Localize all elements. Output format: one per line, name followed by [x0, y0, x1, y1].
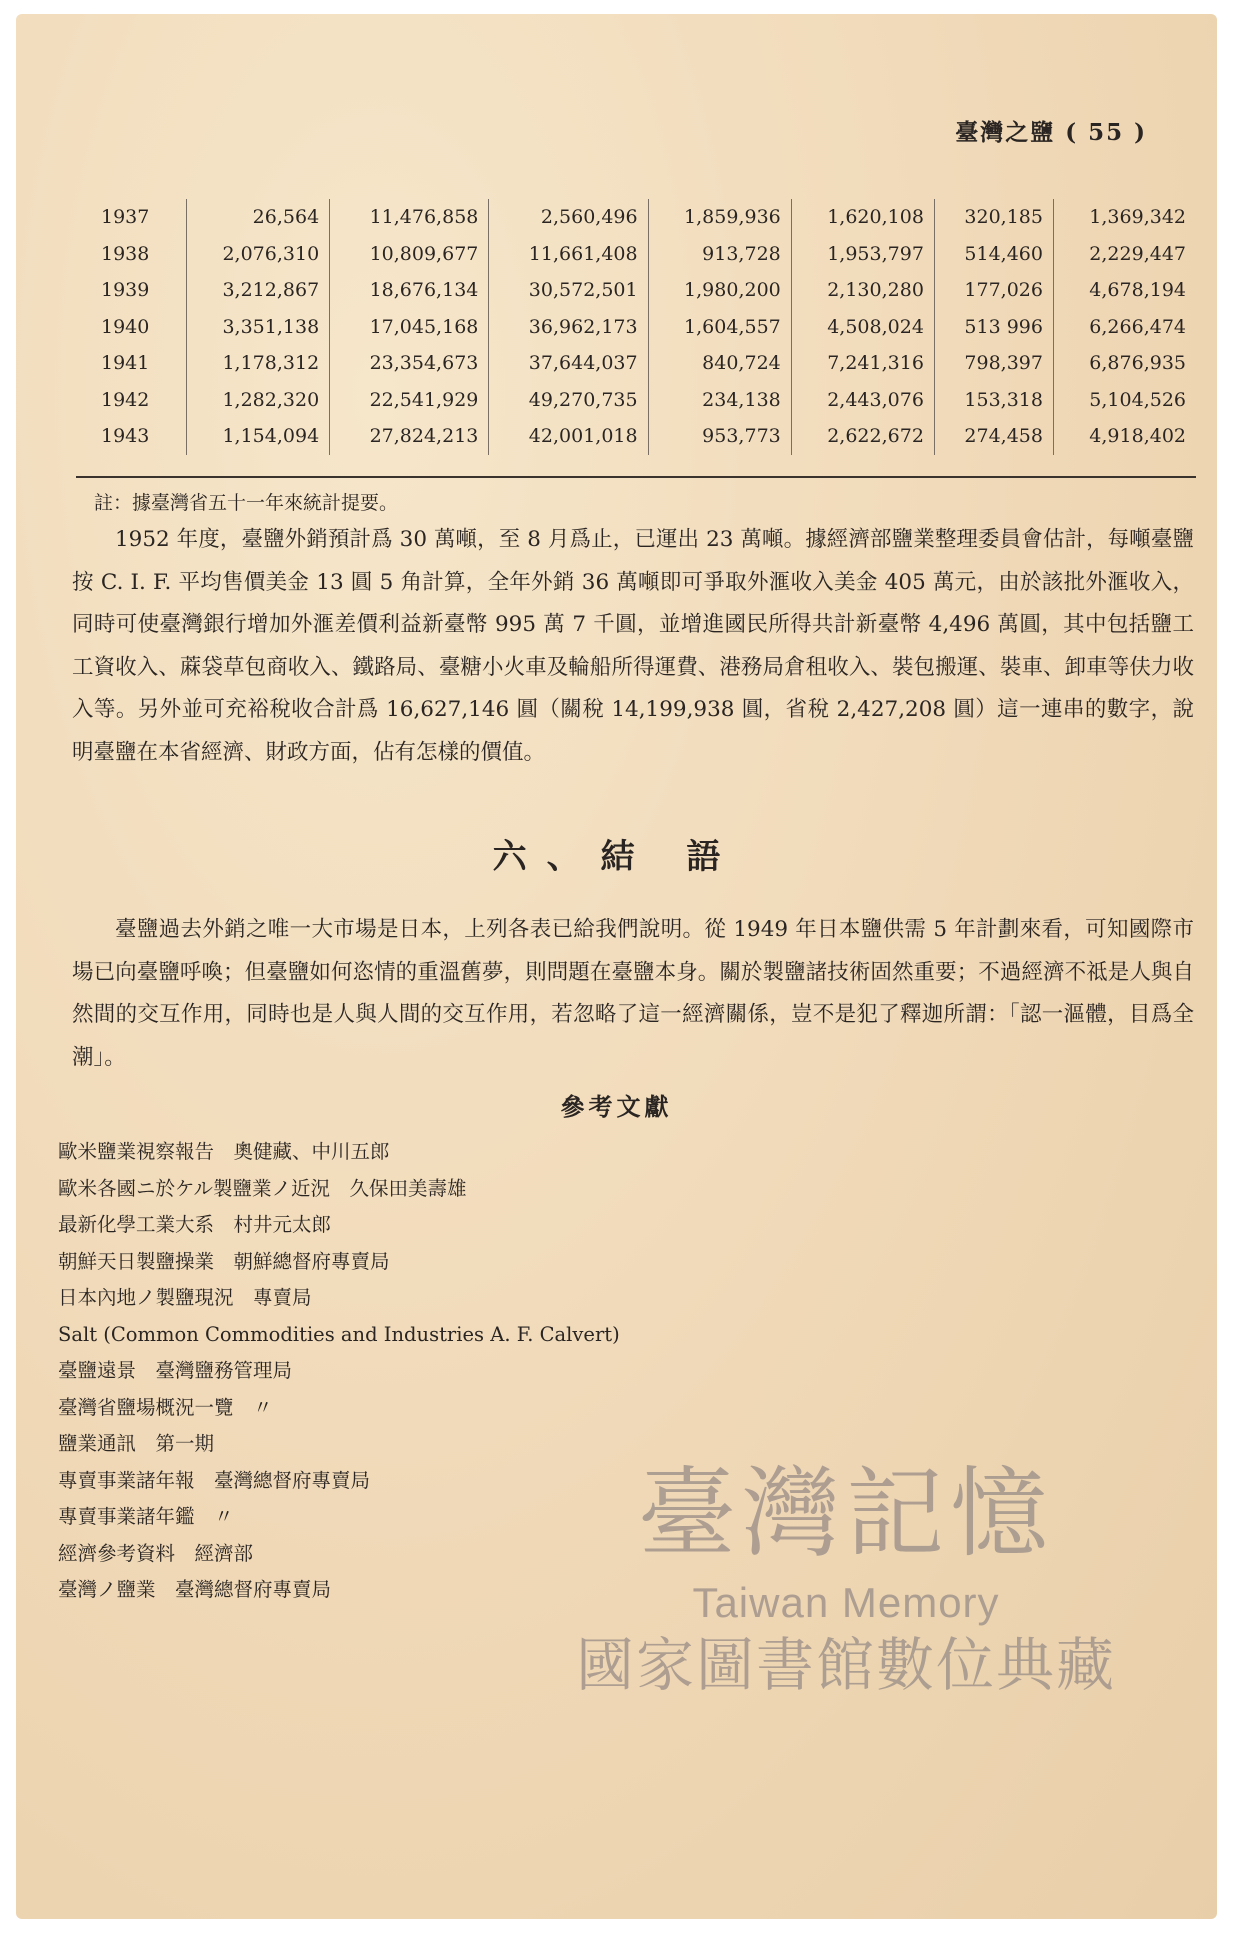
table-cell: 513 996: [934, 309, 1053, 346]
year-cell: 1937: [101, 206, 150, 229]
table-row: [81, 418, 1196, 455]
table-cell: 2,560,496: [489, 199, 648, 236]
watermark-chinese: 臺灣記憶: [637, 1457, 1054, 1571]
table-cell: 1,282,320: [187, 382, 330, 419]
statistics-table: [81, 199, 1196, 455]
table-cell: 36,962,173: [489, 309, 648, 346]
watermark-english: Taiwan Memory: [692, 1579, 1000, 1626]
table-cell: 177,026: [934, 272, 1053, 309]
page-header: 臺灣之鹽 ( 55 ): [955, 119, 1147, 146]
reference-item: 專賣事業諸年鑑 〃: [58, 1505, 234, 1528]
reference-item: 臺灣省鹽場概況一覽 〃: [58, 1395, 273, 1419]
year-cell: 1938: [101, 242, 150, 265]
table-cell: 30,572,501: [489, 272, 648, 309]
table-row: [81, 272, 1196, 309]
table-cell: 1,859,936: [648, 199, 791, 236]
table-cell: 2,443,076: [791, 382, 934, 419]
table-cell: 26,564: [187, 199, 330, 236]
table-cell: 514,460: [934, 236, 1053, 273]
table-cell: 11,661,408: [489, 236, 648, 273]
year-cell: 1939: [101, 279, 150, 302]
table-cell: 42,001,018: [489, 418, 648, 455]
reference-item: 最新化學工業大系 村井元太郎: [58, 1213, 332, 1236]
table-cell: 840,724: [648, 345, 791, 382]
reference-item: 臺灣ノ鹽業 臺灣總督府專賣局: [58, 1578, 332, 1601]
table-cell: 2,076,310: [187, 236, 330, 273]
table-cell: 1,604,557: [648, 309, 791, 346]
table-cell: 798,397: [934, 345, 1053, 382]
table-cell: 1,369,342: [1053, 199, 1196, 236]
table-cell: 1,980,200: [648, 272, 791, 309]
table-cell: 23,354,673: [330, 345, 489, 382]
year-cell: 1941: [101, 352, 150, 375]
table-cell: 3,351,138: [187, 309, 330, 346]
table-cell: 6,266,474: [1053, 309, 1196, 346]
reference-item: 朝鮮天日製鹽操業 朝鮮總督府專賣局: [58, 1249, 390, 1273]
table-cell: 153,318: [934, 382, 1053, 419]
paragraph-text: 1952 年度，臺鹽外銷預計爲 30 萬噸，至 8 月爲止，已運出 23 萬噸。據經濟部鹽業整理委員會估計，每噸臺鹽按 C. I. F. 平均售價美金 13 圓 5 角計算，全年外銷 36 萬噸即可爭取外滙收入美金 405 萬元，由於該批外滙收入，同時可使臺灣銀行增加外滙差價利益新臺幣 995 萬 7 千圓，並增進國民所得共計新臺幣 4,496 萬圓，其中包括鹽工工資收入、蔴袋草包商收入、鐵路局、臺糖小火車及輪船所得運費、港務局倉租收入、裝包搬運、裝車、卸車等伕力收入等。另外並可充裕稅收合計爲 16,627,146 圓（關稅 14,199,938 圓，省稅 2,427,208 圓）這一連串的數字，說明臺鹽在本省經濟、財政方面，佔有怎樣的價值。: [72, 527, 1194, 765]
table-cell: 2,130,280: [791, 272, 934, 309]
table-cell: 320,185: [934, 199, 1053, 236]
references-title: 參考文獻: [560, 1092, 673, 1121]
table-cell: 18,676,134: [330, 272, 489, 309]
table-cell: 4,678,194: [1053, 272, 1196, 309]
table-cell: 11,476,858: [330, 199, 489, 236]
reference-item: 歐米鹽業視察報告 奧健藏、中川五郎: [58, 1140, 390, 1163]
table-cell: 5,104,526: [1053, 382, 1196, 419]
table-row: [81, 309, 1196, 346]
table-cell: 4,918,402: [1053, 418, 1196, 455]
year-cell: 1940: [101, 315, 150, 338]
table-cell: 1,154,094: [187, 418, 330, 455]
reference-item: 日本內地ノ製鹽現況 專賣局: [58, 1286, 312, 1309]
table-cell: 3,212,867: [187, 272, 330, 309]
table-cell: 6,876,935: [1053, 345, 1196, 382]
table-cell: 10,809,677: [330, 236, 489, 273]
watermark-library: 國家圖書館數位典藏: [575, 1631, 1116, 1699]
table-row: [81, 199, 1196, 236]
table-cell: 234,138: [648, 382, 791, 419]
table-row: [81, 236, 1196, 273]
paragraph-text: 臺鹽過去外銷之唯一大市場是日本，上列各表已給我們說明。從 1949 年日本鹽供需 5 年計劃來看，可知國際市場已向臺鹽呼喚；但臺鹽如何恣情的重溫舊夢，則問題在臺鹽本身。關於製鹽諸技術固然重要；不過經濟不祗是人與自然間的交互作用，同時也是人與人間的交互作用，若忽略了這一經濟關係，豈不是犯了釋迦所謂：「認一漚體，目爲全潮」。: [72, 917, 1194, 1070]
table-cell: 2,622,672: [791, 418, 934, 455]
table-cell: 1,953,797: [791, 236, 934, 273]
table-row: [81, 345, 1196, 382]
document-page: [16, 14, 1217, 1919]
table-cell: 49,270,735: [489, 382, 648, 419]
table-cell: 7,241,316: [791, 345, 934, 382]
paragraph-conclusion: [72, 909, 1194, 1079]
table-cell: 2,229,447: [1053, 236, 1196, 273]
table-cell: 4,508,024: [791, 309, 934, 346]
reference-item: 經濟參考資料 經濟部: [58, 1541, 254, 1565]
table-bottom-rule: [76, 476, 1196, 478]
table-cell: 27,824,213: [330, 418, 489, 455]
table-cell: 1,620,108: [791, 199, 934, 236]
table-cell: 37,644,037: [489, 345, 648, 382]
table-row: [81, 382, 1196, 419]
reference-item: 歐米各國ニ於ケル製鹽業ノ近況 久保田美壽雄: [58, 1176, 467, 1200]
year-cell: 1943: [101, 425, 150, 448]
library-watermark: [526, 1459, 1166, 1701]
paragraph-exports: [72, 519, 1194, 774]
reference-item: 鹽業通訊 第一期: [58, 1432, 215, 1455]
table-cell: 953,773: [648, 418, 791, 455]
table-note: 註：據臺灣省五十一年來統計提要。: [94, 492, 399, 514]
table-cell: 274,458: [934, 418, 1053, 455]
section-title: 六、結 語: [492, 837, 741, 877]
year-cell: 1942: [101, 388, 150, 411]
reference-item: 專賣事業諸年報 臺灣總督府專賣局: [58, 1468, 371, 1492]
table-cell: 913,728: [648, 236, 791, 273]
reference-item: Salt (Common Commodities and Industries A. F. Calvert): [58, 1322, 620, 1346]
table-cell: 17,045,168: [330, 309, 489, 346]
table-cell: 22,541,929: [330, 382, 489, 419]
reference-item: 臺鹽遠景 臺灣鹽務管理局: [58, 1359, 293, 1382]
table-cell: 1,178,312: [187, 345, 330, 382]
